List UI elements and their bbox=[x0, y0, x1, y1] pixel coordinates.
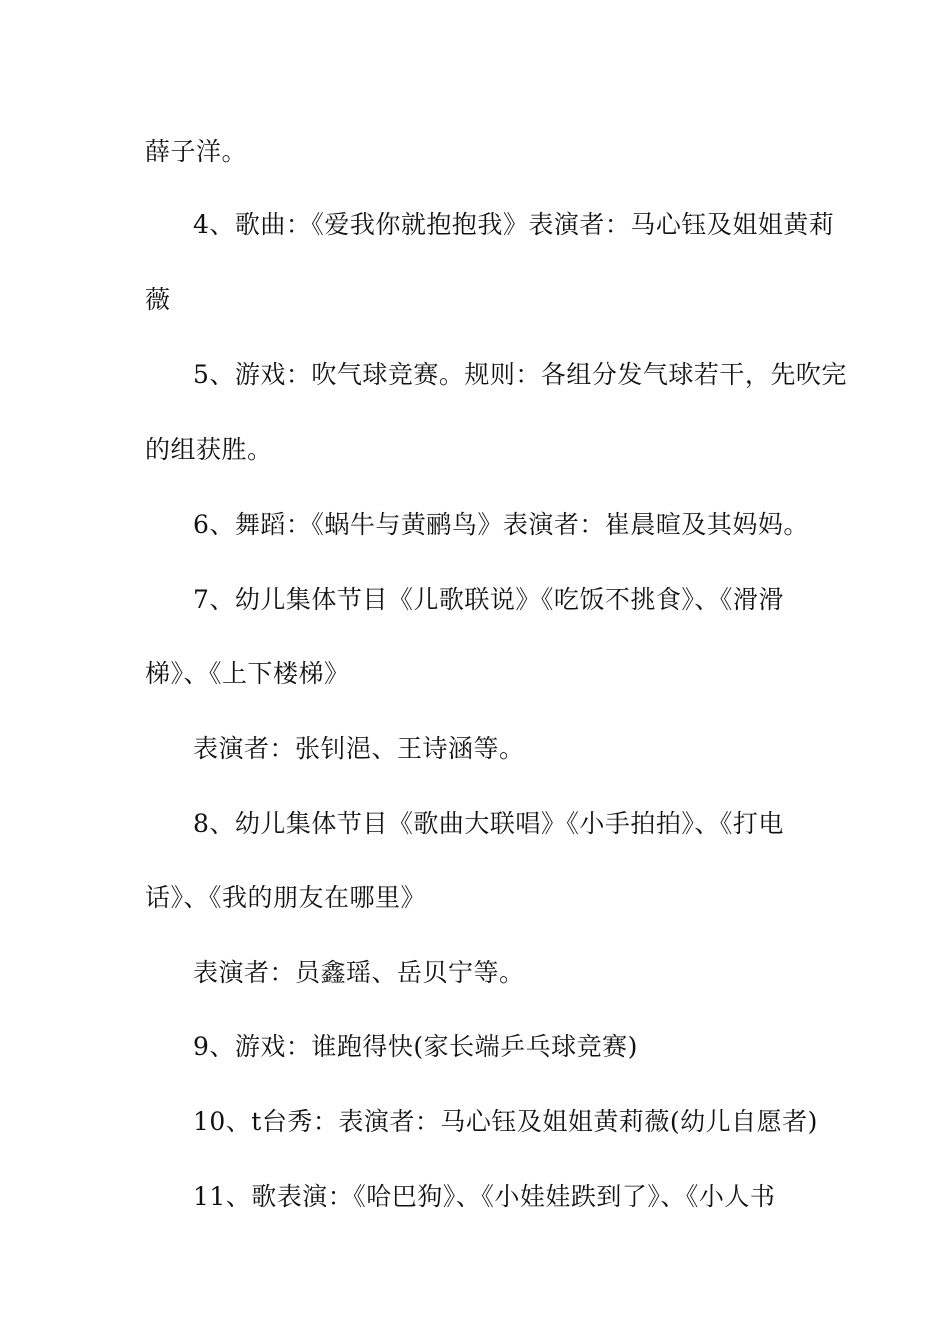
text-line: 8、幼儿集体节目《歌曲大联唱》《小手拍拍》、《打电 bbox=[193, 809, 784, 838]
text-line: 7、幼儿集体节目《儿歌联说》《吃饭不挑食》、《滑滑 bbox=[193, 585, 784, 614]
text-line: 4、歌曲：《爱我你就抱抱我》表演者：马心钰及姐姐黄莉 bbox=[193, 210, 835, 239]
text-line: 5、游戏：吹气球竞赛。规则：各组分发气球若干，先吹完 bbox=[193, 360, 847, 389]
text-line: 的组获胜。 bbox=[145, 435, 273, 464]
text-line: 6、舞蹈：《蜗牛与黄鹂鸟》表演者：崔晨暄及其妈妈。 bbox=[193, 510, 809, 539]
text-line: 9、游戏：谁跑得快(家长端乒乓球竞赛) bbox=[193, 1032, 638, 1061]
text-line: 表演者：张钊浥、王诗涵等。 bbox=[193, 734, 525, 763]
text-line: 薇 bbox=[145, 285, 171, 314]
text-line: 话》、《我的朋友在哪里》 bbox=[145, 883, 427, 912]
text-line: 10、t台秀：表演者：马心钰及姐姐黄莉薇(幼儿自愿者) bbox=[193, 1107, 818, 1136]
text-line: 表演者：员鑫瑶、岳贝宁等。 bbox=[193, 958, 525, 987]
text-line: 梯》、《上下楼梯》 bbox=[145, 659, 350, 688]
text-line: 11、歌表演：《哈巴狗》、《小娃娃跌到了》、《小人书 bbox=[193, 1182, 776, 1211]
text-line: 薛子洋。 bbox=[145, 137, 248, 166]
